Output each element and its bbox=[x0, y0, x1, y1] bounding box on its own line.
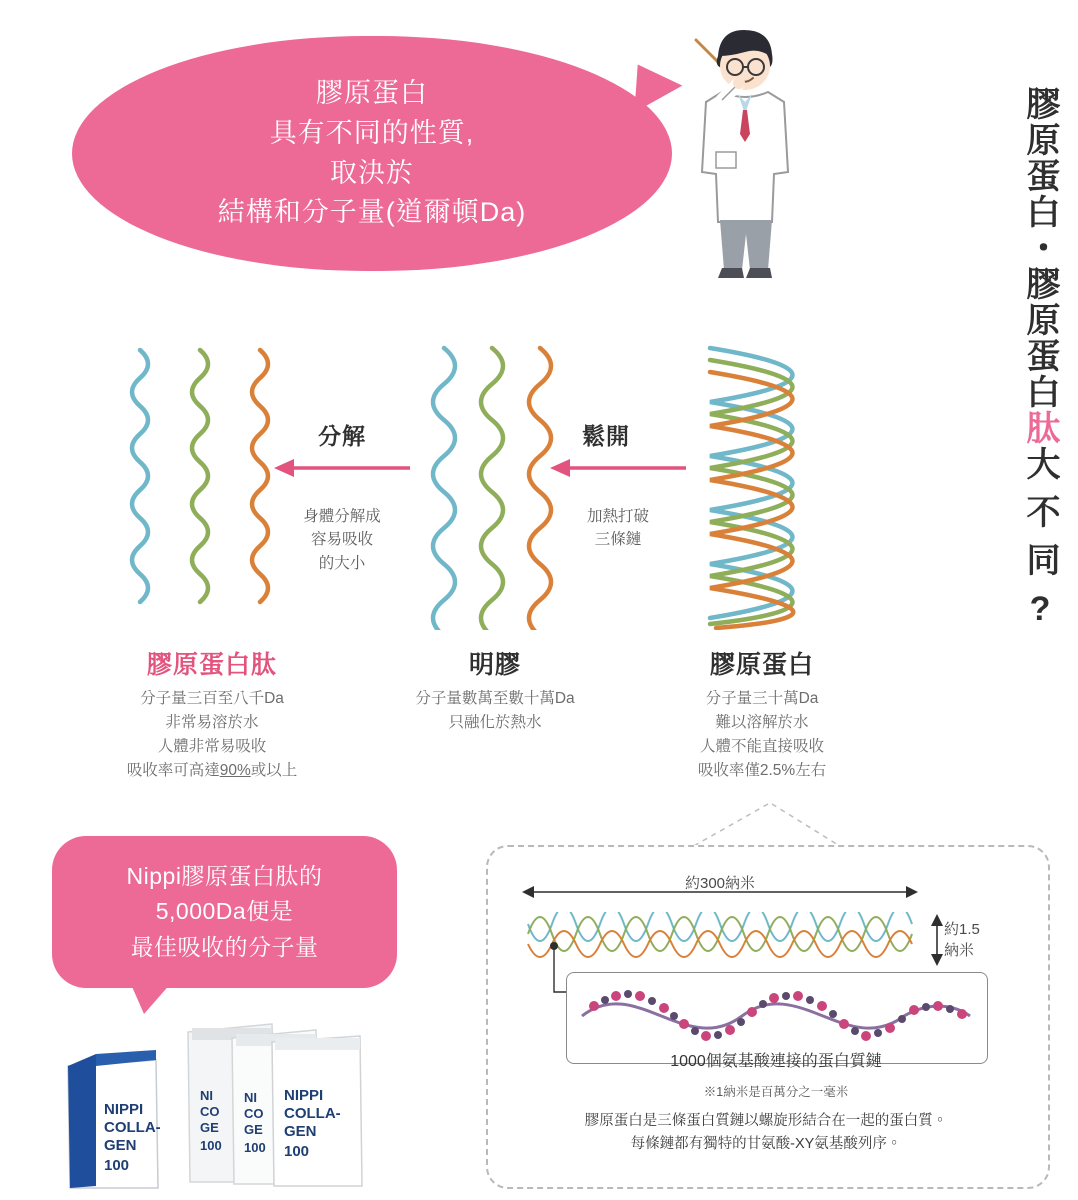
gelatin-line-1: 分子量數萬至數十萬Da bbox=[415, 690, 575, 707]
svg-text:100: 100 bbox=[104, 1157, 130, 1174]
column-caption-peptide bbox=[62, 645, 362, 783]
headline-speech-bubble bbox=[72, 36, 672, 271]
step-note-unwind-line-1: 加熱打破 bbox=[586, 508, 649, 525]
headline-line-4: 結構和分子量(道爾頓Da) bbox=[217, 197, 527, 228]
vertical-title-part4: 大不同? bbox=[1021, 446, 1059, 642]
panel-summary-line-1: 膠原蛋白是三條蛋白質鏈以螺旋形結合在一起的蛋白質。 bbox=[584, 1113, 948, 1129]
headline-line-1: 膠原蛋白 bbox=[316, 77, 428, 108]
thickness-label bbox=[944, 918, 1024, 960]
step-note-decompose bbox=[252, 505, 432, 575]
headline-line-3: 取決於 bbox=[330, 157, 414, 188]
nippi-line-2: 5,000Da便是 bbox=[155, 898, 294, 925]
svg-text:GE: GE bbox=[200, 1120, 219, 1135]
step-label-unwind: 鬆開 bbox=[582, 423, 630, 449]
step-note-unwind bbox=[528, 505, 708, 552]
svg-text:COLLA-: COLLA- bbox=[104, 1119, 161, 1136]
svg-text:100: 100 bbox=[200, 1138, 222, 1153]
svg-text:NIPPI: NIPPI bbox=[284, 1087, 324, 1104]
step-label-decompose: 分解 bbox=[318, 423, 366, 449]
svg-text:NI: NI bbox=[244, 1090, 257, 1105]
collagen-line-3: 人體不能直接吸收 bbox=[699, 738, 824, 756]
nippi-line-3: 最佳吸收的分子量 bbox=[130, 933, 319, 960]
vertical-title-part1: 膠原蛋白・膠原蛋 bbox=[1021, 86, 1059, 374]
svg-text:COLLA-: COLLA- bbox=[284, 1105, 341, 1122]
vertical-title bbox=[992, 34, 1060, 694]
amino-acid-chain bbox=[576, 986, 976, 1048]
arrow-unwind bbox=[548, 455, 688, 481]
step-note-decompose-line-1: 身體分解成 bbox=[303, 508, 381, 525]
column-caption-gelatin bbox=[345, 645, 645, 735]
svg-text:100: 100 bbox=[244, 1140, 266, 1155]
nippi-line-1: Nippi膠原蛋白肽的 bbox=[126, 862, 323, 889]
svg-text:CO: CO bbox=[200, 1104, 220, 1119]
column-title-peptide: 膠原蛋白肽 bbox=[146, 651, 277, 679]
length-label: 約300納米 bbox=[684, 875, 756, 892]
collagen-line-4: 吸收率僅2.5%左右 bbox=[697, 762, 827, 780]
headline-line-2: 具有不同的性質, bbox=[269, 117, 475, 148]
peptide-line-1: 分子量三百至八千Da bbox=[140, 690, 284, 707]
detail-footnote: ※1納米是百萬分之一毫米 bbox=[703, 1085, 849, 1099]
collagen-peptide-strands bbox=[118, 340, 303, 630]
panel-summary bbox=[506, 1110, 1026, 1156]
step-note-unwind-line-2: 三條鏈 bbox=[594, 531, 642, 549]
svg-text:CO: CO bbox=[244, 1106, 264, 1121]
peptide-line-3: 人體非常易吸收 bbox=[157, 738, 267, 756]
doctor-illustration bbox=[688, 22, 818, 287]
gelatin-line-2: 只融化於熱水 bbox=[448, 714, 542, 732]
peptide-line-2: 非常易溶於水 bbox=[165, 714, 259, 732]
column-caption-collagen bbox=[612, 645, 912, 783]
vertical-title-part3: 肽 bbox=[1021, 410, 1059, 446]
nippi-callout-bubble bbox=[52, 836, 397, 988]
svg-text:GE: GE bbox=[244, 1122, 263, 1137]
arrow-decompose bbox=[272, 455, 412, 481]
svg-text:100: 100 bbox=[284, 1143, 310, 1160]
peptide-line-4: 吸收率可高達90%或以上 bbox=[126, 762, 298, 780]
amino-chain-caption: 1000個氨基酸連接的蛋白質鏈 bbox=[670, 1053, 882, 1070]
product-packshot bbox=[60, 1010, 390, 1190]
column-title-gelatin: 明膠 bbox=[468, 651, 521, 679]
column-title-collagen: 膠原蛋白 bbox=[709, 651, 814, 679]
panel-summary-line-2: 每條鏈都有獨特的甘氨酸-XY氨基酸列序。 bbox=[630, 1136, 902, 1153]
step-note-decompose-line-3: 的大小 bbox=[318, 554, 366, 572]
svg-text:NIPPI: NIPPI bbox=[104, 1101, 144, 1118]
thickness-label-line-2: 納米 bbox=[944, 942, 975, 959]
svg-text:NI: NI bbox=[200, 1088, 213, 1103]
svg-text:GEN: GEN bbox=[104, 1137, 137, 1154]
collagen-line-2: 難以溶解於水 bbox=[715, 714, 809, 732]
collagen-triple-helix bbox=[690, 340, 835, 630]
thickness-label-line-1: 約1.5 bbox=[944, 921, 980, 938]
gelatin-strands bbox=[420, 340, 570, 630]
step-note-decompose-line-2: 容易吸收 bbox=[310, 531, 373, 549]
peptide-highlight: 90% bbox=[219, 762, 251, 780]
svg-text:GEN: GEN bbox=[284, 1123, 317, 1140]
vertical-title-part2: 白 bbox=[1021, 374, 1059, 410]
collagen-line-1: 分子量三十萬Da bbox=[705, 690, 819, 707]
